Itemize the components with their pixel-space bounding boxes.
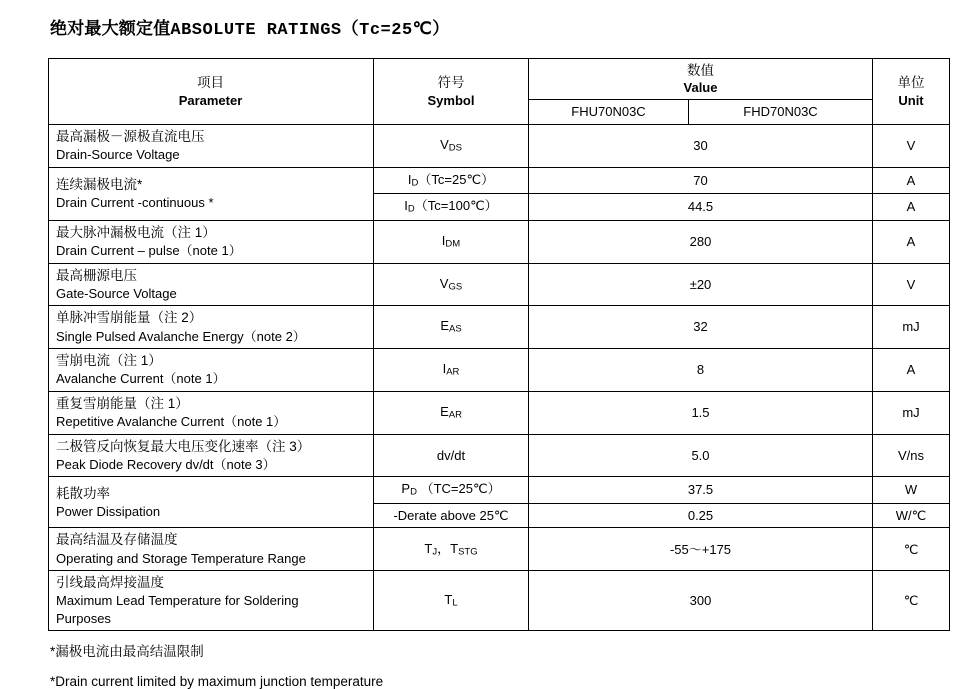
- row-parameter-en: Gate-Source Voltage: [56, 285, 177, 301]
- row-parameter-en: Peak Diode Recovery dv/dt（note 3）: [56, 456, 276, 472]
- row-unit-text: V: [906, 138, 916, 154]
- row-symbol: [374, 477, 529, 504]
- row-parameter-cn: 耗散功率: [56, 485, 110, 501]
- row-symbol-base: V: [440, 137, 449, 153]
- row-unit: [873, 194, 950, 221]
- table-row: [49, 434, 950, 477]
- row-unit: [873, 477, 950, 504]
- row-unit: [873, 167, 950, 194]
- header-unit: [873, 59, 950, 125]
- row-symbol: [374, 391, 529, 434]
- row-parameter: [49, 263, 374, 306]
- row-value-text: 32: [693, 319, 708, 335]
- row-symbol-sub: D: [411, 177, 419, 189]
- header-part-fhu70n03c: [529, 100, 689, 125]
- row-parameter-cn: 雪崩电流（注 1）: [56, 353, 162, 369]
- row-symbol-base: -Derate above 25℃: [393, 507, 509, 523]
- row-parameter-cn: 引线最高焊接温度: [56, 575, 164, 591]
- row-symbol: [374, 503, 529, 528]
- row-unit: [873, 220, 950, 263]
- row-symbol-sub: AS: [448, 324, 462, 336]
- row-symbol-sub: D: [407, 203, 415, 215]
- header-value-cn: 数值: [687, 63, 714, 78]
- page-title-cn: 绝对最大额定值: [50, 19, 171, 38]
- row-parameter-en: Repetitive Avalanche Current（note 1）: [56, 414, 287, 430]
- row-parameter-cn: 连续漏极电流*: [56, 176, 143, 192]
- row-symbol-base: dv/dt: [436, 447, 466, 463]
- row-value: [529, 528, 873, 571]
- row-parameter-en: Avalanche Current（note 1）: [56, 371, 226, 387]
- row-parameter-cn: 最高结温及存储温度: [56, 532, 178, 548]
- row-symbol-condition: （TC=25℃）: [420, 481, 501, 497]
- row-parameter: [49, 391, 374, 434]
- row-symbol: [374, 124, 529, 167]
- row-symbol-condition: （Tc=100℃）: [414, 198, 498, 214]
- row-symbol-sub: AR: [448, 409, 462, 421]
- row-unit-text: W: [904, 482, 918, 498]
- header-unit-cn: 单位: [897, 74, 925, 90]
- row-symbol-sub: DM: [445, 238, 461, 250]
- row-symbol: [374, 571, 529, 631]
- row-parameter: [49, 571, 374, 631]
- row-unit: [873, 571, 950, 631]
- row-symbol-base: I: [404, 198, 408, 214]
- row-parameter-en: Maximum Lead Temperature for Soldering Purposes: [56, 593, 299, 626]
- row-value-text: 70: [693, 172, 708, 188]
- row-value-text: ±20: [689, 276, 712, 292]
- row-parameter: [49, 306, 374, 349]
- row-parameter-cn: 单脉冲雪崩能量（注 2）: [56, 310, 203, 326]
- header-symbol-en: Symbol: [427, 92, 475, 108]
- table-row: [49, 528, 950, 571]
- row-parameter-en: Single Pulsed Avalanche Energy（note 2）: [56, 328, 306, 344]
- row-value: [529, 220, 873, 263]
- row-parameter-cn: 重复雪崩能量（注 1）: [56, 395, 189, 411]
- table-row: [49, 167, 950, 194]
- row-symbol-extra: ，T: [437, 540, 459, 556]
- table-row: [49, 391, 950, 434]
- row-parameter: [49, 167, 374, 220]
- row-symbol: [374, 167, 529, 194]
- row-value-text: 0.25: [687, 507, 714, 523]
- header-value: [529, 59, 873, 100]
- row-symbol-sub: DS: [448, 142, 462, 154]
- row-unit-text: A: [906, 199, 916, 215]
- row-unit-text: A: [906, 233, 916, 249]
- header-parameter-cn: 项目: [197, 74, 224, 90]
- row-symbol: [374, 434, 529, 477]
- row-symbol-sub: J: [432, 546, 438, 558]
- row-value-text: 1.5: [691, 404, 710, 420]
- row-unit-text: A: [906, 172, 916, 188]
- row-symbol-sub: D: [410, 487, 417, 499]
- row-unit: [873, 391, 950, 434]
- row-parameter: [49, 477, 374, 528]
- table-row: [49, 571, 950, 631]
- row-unit-text: W/℃: [895, 507, 927, 523]
- row-value: [529, 391, 873, 434]
- row-unit: [873, 503, 950, 528]
- row-parameter-cn: 最高漏极－源极直流电压: [56, 128, 205, 144]
- row-unit: [873, 263, 950, 306]
- row-symbol-extra-sub: STG: [458, 546, 478, 558]
- header-symbol-cn: 符号: [437, 74, 465, 90]
- row-value: [529, 477, 873, 504]
- row-parameter-cn: 最大脉冲漏极电流（注 1）: [56, 224, 216, 240]
- row-unit: [873, 349, 950, 392]
- row-symbol-condition: （Tc=25℃）: [418, 171, 495, 187]
- row-parameter-cn: 二极管反向恢复最大电压变化速率（注 3）: [56, 438, 311, 454]
- row-symbol: [374, 263, 529, 306]
- row-value: [529, 194, 873, 221]
- row-value: [529, 263, 873, 306]
- row-unit-text: ℃: [903, 592, 919, 608]
- row-unit-text: mJ: [902, 404, 920, 420]
- row-symbol-sub: AR: [446, 366, 460, 378]
- header-parameter: [49, 59, 374, 125]
- row-value-text: 8: [696, 362, 705, 378]
- row-symbol-base: T: [444, 591, 453, 607]
- row-symbol-base: I: [442, 361, 447, 377]
- row-value: [529, 434, 873, 477]
- row-symbol: [374, 194, 529, 221]
- table-header-row: [49, 59, 950, 100]
- row-parameter-cn: 最高栅源电压: [56, 267, 137, 283]
- row-value-text: 37.5: [687, 482, 714, 498]
- row-symbol-base: E: [440, 318, 449, 334]
- row-unit-text: V/ns: [897, 447, 924, 463]
- row-parameter: [49, 528, 374, 571]
- row-parameter-en: Drain-Source Voltage: [56, 147, 180, 163]
- table-row: [49, 220, 950, 263]
- row-symbol-base: I: [407, 171, 412, 187]
- header-part-2-label: FHD70N03C: [743, 104, 818, 120]
- row-unit-text: ℃: [903, 541, 919, 557]
- row-value: [529, 349, 873, 392]
- row-symbol-sub: GS: [448, 281, 463, 293]
- page-title-en: ABSOLUTE RATINGS: [170, 21, 342, 40]
- row-value-text: 300: [689, 592, 712, 608]
- row-value: [529, 503, 873, 528]
- row-parameter: [49, 124, 374, 167]
- row-symbol-base: E: [440, 403, 449, 419]
- row-parameter: [49, 349, 374, 392]
- row-unit-text: mJ: [902, 319, 920, 335]
- row-value: [529, 124, 873, 167]
- row-parameter-en: Drain Current – pulse（note 1）: [56, 243, 242, 258]
- table-row: [49, 124, 950, 167]
- footnote-en: *Drain current limited by maximum junction temperature: [50, 673, 384, 689]
- table-row: [49, 349, 950, 392]
- footnote-cn: *漏极电流由最高结温限制: [50, 643, 204, 659]
- row-value: [529, 167, 873, 194]
- header-part-1-label: FHU70N03C: [571, 104, 646, 120]
- row-symbol: [374, 220, 529, 263]
- row-unit: [873, 528, 950, 571]
- row-value: [529, 306, 873, 349]
- row-symbol: [374, 528, 529, 571]
- row-unit: [873, 434, 950, 477]
- row-value-text: 44.5: [687, 199, 714, 215]
- row-parameter-en: Operating and Storage Temperature Range: [56, 550, 306, 566]
- row-symbol-sub: L: [452, 597, 458, 609]
- row-parameter-en: Drain Current -continuous *: [56, 195, 214, 211]
- header-value-en: Value: [683, 79, 718, 95]
- absolute-ratings-table: [48, 58, 950, 631]
- row-unit: [873, 306, 950, 349]
- page-title: [50, 14, 949, 40]
- row-value-text: 30: [693, 138, 708, 154]
- row-symbol-base: P: [401, 481, 411, 497]
- row-symbol-base: V: [439, 275, 449, 291]
- row-value-text: 280: [689, 233, 712, 249]
- row-symbol: [374, 349, 529, 392]
- header-symbol: [374, 59, 529, 125]
- table-row: [49, 477, 950, 504]
- row-parameter: [49, 434, 374, 477]
- header-part-fhd70n03c: [689, 100, 873, 125]
- header-parameter-en: Parameter: [178, 92, 243, 108]
- row-unit-text: A: [906, 362, 916, 378]
- table-row: [49, 306, 950, 349]
- row-symbol-base: T: [424, 540, 433, 556]
- row-parameter: [49, 220, 374, 263]
- row-unit-text: V: [906, 276, 916, 292]
- row-value-text: -55～+175: [669, 541, 732, 557]
- row-parameter-en: Power Dissipation: [56, 503, 161, 519]
- row-value: [529, 571, 873, 631]
- row-symbol-base: I: [441, 232, 446, 248]
- header-unit-en: Unit: [898, 92, 924, 108]
- row-value-text: 5.0: [691, 447, 710, 463]
- table-row: [49, 263, 950, 306]
- row-symbol: [374, 306, 529, 349]
- row-unit: [873, 124, 950, 167]
- page-title-condition: （Tc=25℃）: [341, 21, 450, 40]
